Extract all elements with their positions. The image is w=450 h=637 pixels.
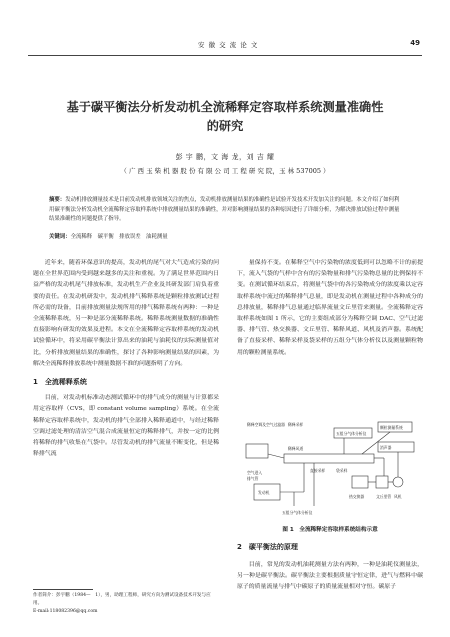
authors: 彭 宇 鹏，文 海 龙，刘 吉 耀 xyxy=(175,153,275,161)
label-engine: 发动机 xyxy=(258,490,270,495)
footnote-rule xyxy=(33,589,93,590)
page-number: 49 xyxy=(410,39,420,47)
right-column xyxy=(237,258,423,359)
label-muffler: 消声器 xyxy=(380,445,392,450)
section-2-paragraph: 目前，常见的发动机油耗测量方法有两种，一种是油耗仪测量法，另一种是碳平衡法。碳平衡法主要根据质量守恒定律，进气与燃料中碳原子的质量流量与排气中碳原子的质量流量相对守恒。碳原子 xyxy=(237,562,423,591)
keywords xyxy=(49,232,403,240)
tunnel-box xyxy=(284,454,374,463)
label-air: 空气进入 xyxy=(247,470,263,475)
abstract-text: 发动机排放测量技术是目前发动机排放领域关注的焦点，发动机排放测量结果的准确性是试验开发技术开发加关注的问题。本文介绍了如何利用碳平衡法分析发动机全流稀释定容取样系统中排放测量结果的准确性，并对影响测量结果的各种原因进行了详细分析，为解决排放试验过程中测量结果准确性的问题提供了指导。 xyxy=(49,197,400,223)
footnote-author: 作者简介：彭宇鹏（1984— 1），男，助理工程师，研究方向为测试设备技术开发与应用。 xyxy=(33,593,211,606)
label-direct-sample: 直接采样 xyxy=(310,468,326,473)
fan-circle xyxy=(393,477,403,487)
cvs-system-diagram xyxy=(244,414,418,520)
footnote xyxy=(33,592,219,616)
label-five-gas-1: 五组分气体分析仪 xyxy=(336,431,367,436)
header-rule xyxy=(28,55,422,56)
abstract-label: 摘要： xyxy=(49,197,66,203)
label-dac: 稀释空调及空气过滤器 xyxy=(247,422,285,427)
label-five-gas-3: 五组分气体分析仪 xyxy=(282,510,313,515)
abstract xyxy=(49,196,403,225)
title-line-1: 基于碳平衡法分析发动机全流稀释定容取样系统测量准确性 xyxy=(66,100,384,114)
keywords-label: 关键词： xyxy=(49,234,71,240)
figure-caption: 图 1 全流稀释定容取样系统结构示意 xyxy=(282,527,378,533)
label-exhaust: 排气管 xyxy=(247,476,259,481)
footnote-email: E-mail:118082396@qq.com xyxy=(33,609,98,614)
section-2-heading: 2 碳平衡法的原理 xyxy=(237,543,298,551)
affiliation: （ 广 西 玉 柴 机 器 股 份 有 限 公 司 工 程 研 究 院，玉 林 537005 ） xyxy=(120,167,330,175)
label-tunnel: 稀释风道 xyxy=(288,446,304,451)
label-venturi: 文丘里管 xyxy=(376,494,392,499)
heat-exchanger-box xyxy=(352,476,368,488)
label-heat-exchanger: 热交换器 xyxy=(349,494,365,499)
dac-box xyxy=(246,444,268,458)
label-bag: 袋采样 xyxy=(336,468,348,473)
right-paragraph: 量保持不变。在稀释空气中污染物的浓度低到可以忽略不计的前提下，流入气袋的气样中含有的污染物量和排气污染物总量的比例保持不变。在测试循环结束后，将测量气袋中的各污染物成分的浓度乘以定容取样系统中流过的稀释排气总量，即是发动机在测量过程中各种成分的总排放量，稀释排气总量通过临界流量文丘里管来测量。全流稀释定容取样系统如图 1 所示，它的主要组成部分为稀释空调 DAC、空气过滤器、排气管、热交换器、文丘里管、稀释风道、风机及消声器。系统配备了直接采样、稀释采样及袋采样的五组分气体分析仪以及测量颗粒物用的颗粒测量系统。 xyxy=(237,260,423,356)
label-fan: 风机 xyxy=(394,494,402,499)
label-particle: 颗粒测量系统 xyxy=(380,425,403,430)
label-dilution-sample: 稀释采样 xyxy=(288,422,304,427)
section-1-heading: 1 全流稀释系统 xyxy=(33,378,87,387)
section-1-paragraph: 目前，对发动机标准动态测试循环中的排气成分的测量与计算都采用定容取样（CVS，即 constant volume sampling）系统。在全流稀释定容取样系统中，发动机的排气全部排入稀释通道中，与经过稀释空调过滤处理的清洁空气混合成流量恒定的稀释排气，并按一定的比例将稀释的排气收集在气袋中。尽管发动机的排气流量不断变化，但是稀释排气流 xyxy=(33,395,219,458)
intro-paragraph: 近年来，随着环保意识的提高，发动机的尾气对大气造成污染的问题在全世界范围内受到越来越多的关注和重视。为了满足世界范围内日益严格的发动机尾气排放标准，发动机生产企业及其研发部门肩负着重要的责任。在发动机研发中，发动机排气稀释系统是颗粒排放测试过程所必需的设备，目前排放测量法规所用的排气稀释系统有两种：一种是全流稀释系统，另一种是部分流稀释系统。稀释系统测量数据的准确性直接影响有研发的效果及进程。本文在全流稀释定容取样系统的发动机试验循环中，将采用碳平衡法计算出来的油耗与油耗仪的实际测量值对比，分析排放测量结果的准确性，探讨了各种影响测量结果的因素，为解决全流稀释排放系统中测量数据不准的问题指明了方向。 xyxy=(33,260,219,367)
paper-title xyxy=(30,98,420,136)
running-header xyxy=(28,40,422,54)
left-column xyxy=(33,258,219,460)
journal-name: 安 徽 交 流 论 文 xyxy=(198,41,259,49)
figure-1 xyxy=(244,414,418,520)
title-line-2: 的研究 xyxy=(206,119,244,133)
right-column-lower xyxy=(237,560,423,594)
venturi-box xyxy=(376,476,388,488)
keywords-text: 全流稀释 碳平衡 排放误差 油耗测量 xyxy=(70,234,168,240)
